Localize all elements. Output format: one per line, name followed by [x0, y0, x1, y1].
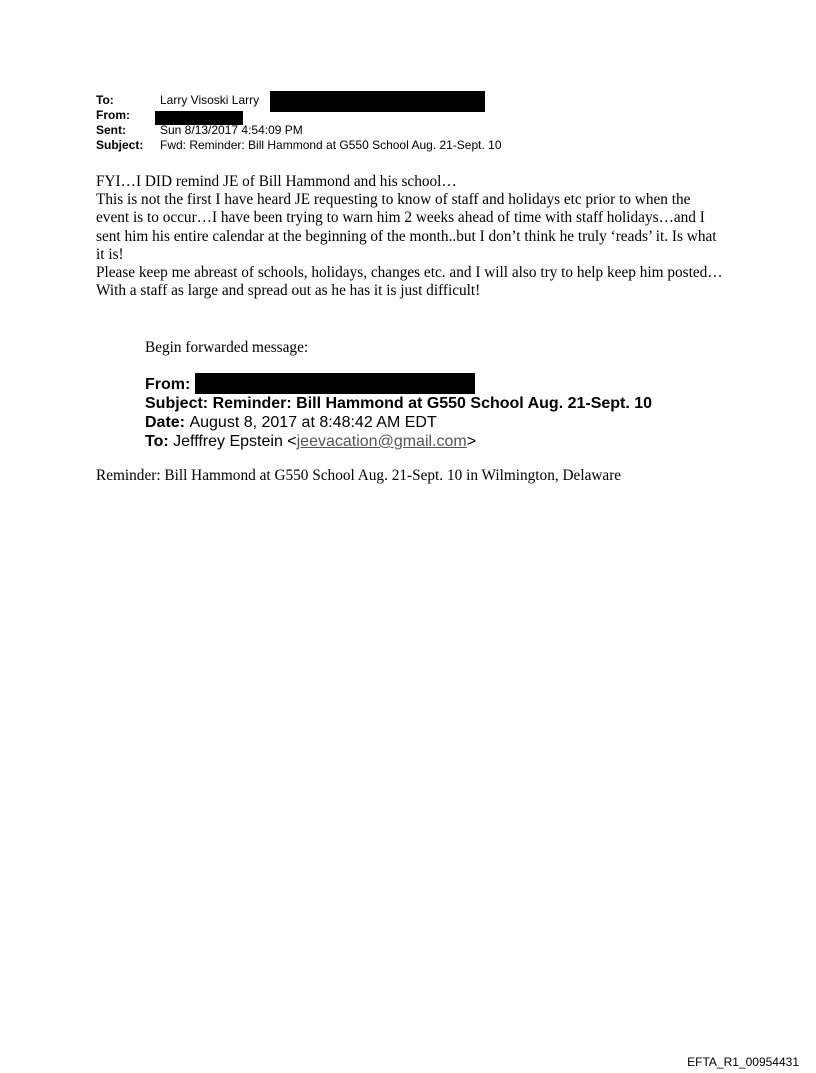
body-line-1: FYI…I DID remind JE of Bill Hammond and his school… — [96, 173, 457, 190]
subject-label: Subject: — [96, 138, 144, 152]
to-label: To: — [96, 93, 114, 107]
forwarded-intro: Begin forwarded message: — [145, 339, 309, 356]
reminder-text: Reminder: Bill Hammond at G550 School Aug. 21-Sept. 10 in Wilmington, Delaware — [96, 467, 622, 484]
from-label: From: — [96, 108, 130, 122]
email-body — [96, 173, 724, 300]
email-header — [96, 93, 736, 153]
sent-label: Sent: — [96, 123, 126, 137]
document-id: EFTA_R1_00954431 — [687, 1055, 799, 1069]
fwd-to-close: > — [466, 433, 477, 450]
fwd-to-email-link[interactable]: jeevacation@gmail.com — [296, 433, 467, 450]
to-row — [96, 93, 736, 108]
fwd-to-row — [145, 432, 745, 451]
fwd-from-row — [145, 375, 745, 394]
sent-value: Sun 8/13/2017 4:54:09 PM — [160, 123, 303, 137]
fwd-subject-value: Reminder: Bill Hammond at G550 School Aug. 21-Sept. 10 — [212, 395, 653, 412]
fwd-to-label: To: — [145, 433, 174, 450]
fwd-date-value: August 8, 2017 at 8:48:42 AM EDT — [189, 414, 437, 431]
body-paragraph-2: This is not the first I have heard JE requesting to know of staff and holidays etc prior to when the event is to occur…I have been trying to warn him 2 weeks ahead of time with staff holidays…and I sent him his entire calendar at the beginning of the month..but I don’t think he truly ‘reads’ it. Is what it is! — [96, 191, 717, 263]
from-row — [96, 108, 736, 123]
fwd-subject-row — [145, 394, 745, 413]
redaction-bar — [195, 373, 475, 394]
fwd-subject-label: Subject: — [145, 395, 213, 412]
fwd-to-name: Jefffrey Epstein < — [173, 433, 297, 450]
fwd-date-row — [145, 413, 745, 432]
subject-row — [96, 138, 736, 153]
fwd-date-label: Date: — [145, 414, 190, 431]
body-paragraph-3: Please keep me abreast of schools, holidays, changes etc. and I will also try to help keep him posted…With a staff as large and spread out as he has it is just difficult! — [96, 264, 723, 300]
fwd-from-label: From: — [145, 376, 191, 393]
sent-row — [96, 123, 736, 138]
forwarded-header — [145, 375, 745, 451]
to-value: Larry Visoski Larry — [160, 93, 260, 107]
subject-value: Fwd: Reminder: Bill Hammond at G550 School Aug. 21-Sept. 10 — [160, 138, 502, 152]
